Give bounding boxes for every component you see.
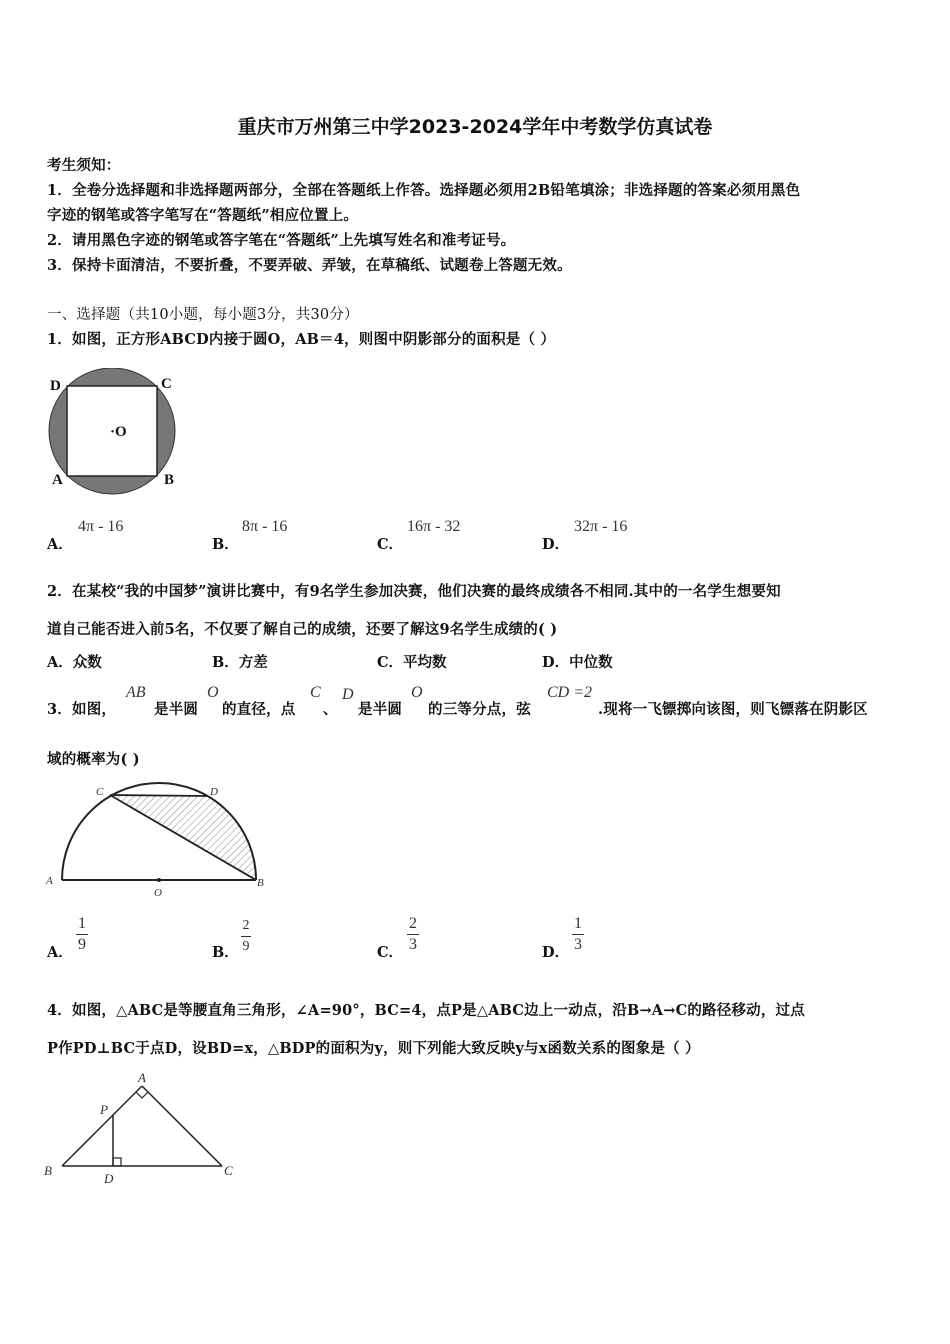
section-heading: 一、选择题（共10小题，每小题3分，共30分） <box>47 307 359 323</box>
q1-option-a-value: 4π - 16 <box>78 518 124 535</box>
q3-part-1: 3．如图， <box>47 701 117 718</box>
notice-line-2: 2．请用黑色字迹的钢笔或答字笔在“答题纸”上先填写姓名和准考证号。 <box>47 232 516 249</box>
q1-option-a-letter: A． <box>47 536 73 553</box>
q4-line-1: 4．如图，△ABC是等腰直角三角形，∠A=90°，BC=4，点P是△ABC边上一动点，沿B→A→C的路径移动，过点 <box>47 1002 805 1019</box>
q3-option-c-letter: C． <box>377 944 404 961</box>
q3-option-b-den: 9 <box>242 939 250 954</box>
q3-label-o: O <box>154 887 162 899</box>
q1-figure <box>44 368 184 498</box>
q3-option-a-fraction <box>76 915 88 954</box>
q3-part-4: 、 <box>323 701 338 718</box>
notice-line-1b: 字迹的钢笔或答字笔写在“答题纸”相应位置上。 <box>47 207 359 224</box>
q4-label-c: C <box>224 1163 233 1178</box>
q2-option-b-letter: B． <box>212 654 239 671</box>
q3-math-ab: AB <box>126 684 146 701</box>
q3-math-o1: O <box>207 684 219 701</box>
q2-line-1: 2．在某校“我的中国梦”演讲比赛中，有9名学生参加决赛，他们决赛的最终成绩各不相同.其中的一名学生想要知 <box>47 583 781 600</box>
q3-option-a-den: 9 <box>78 936 86 953</box>
q2-option-d <box>542 651 613 672</box>
q3-math-c: C <box>310 684 321 701</box>
q3-part-5: 是半圆 <box>358 701 403 718</box>
q3-math-o2: O <box>411 684 423 701</box>
notice-heading: 考生须知： <box>47 157 121 174</box>
q4-line-2: P作PD⊥BC于点D，设BD=x，△BDP的面积为y，则下列能大致反映y与x函数关系的图象是（ ） <box>47 1040 700 1057</box>
q2-option-a-value: 众数 <box>72 654 102 671</box>
q2-option-c-letter: C． <box>377 654 404 671</box>
q1-label-c: C <box>161 376 172 392</box>
q1-option-c-letter: C． <box>377 536 404 553</box>
notice-line-1: 1．全卷分选择题和非选择题两部分，全部在答题纸上作答。选择题必须用2B铅笔填涂；非选择题的答案必须用黑色 <box>47 182 801 199</box>
q3-figure <box>44 780 274 900</box>
q3-option-d-den: 3 <box>574 936 582 953</box>
q3-option-b-fraction <box>241 917 251 956</box>
q3-option-d-fraction <box>572 915 584 954</box>
q3-label-c: C <box>96 786 104 798</box>
q1-option-d-value: 32π - 16 <box>574 518 628 535</box>
q4-right-angle-d <box>113 1158 121 1166</box>
q4-label-a: A <box>138 1070 146 1085</box>
q3-label-b: B <box>257 877 264 889</box>
q1-option-b-letter: B． <box>212 536 239 553</box>
q3-center-dot <box>157 878 161 882</box>
q3-option-a-num: 1 <box>78 915 86 932</box>
q1-stem: 1．如图，正方形ABCD内接于圆O，AB＝4，则图中阴影部分的面积是（ ） <box>47 331 556 348</box>
q3-line-2: 域的概率为( ) <box>47 751 140 768</box>
q4-label-p: P <box>100 1102 108 1117</box>
q1-label-o: ·O <box>110 424 127 440</box>
q1-option-d-letter: D． <box>542 536 570 553</box>
q3-math-d: D <box>342 686 354 703</box>
q1-label-d: D <box>50 378 61 394</box>
q2-option-c-value: 平均数 <box>403 654 447 671</box>
q3-option-d-num: 1 <box>574 915 582 932</box>
q2-option-d-letter: D． <box>542 654 570 671</box>
q3-math-cd: CD =2 <box>547 684 593 701</box>
q4-label-d: D <box>104 1171 114 1186</box>
q3-part-2: 是半圆 <box>154 701 199 718</box>
q3-option-c-den: 3 <box>409 936 417 953</box>
q3-label-a: A <box>46 875 53 887</box>
q3-option-b-num: 2 <box>242 918 250 933</box>
q1-label-b: B <box>164 472 175 488</box>
q3-part-6: 的三等分点，弦 <box>428 701 531 718</box>
q2-option-d-value: 中位数 <box>569 654 613 671</box>
notice-line-3: 3．保持卡面清洁，不要折叠，不要弄破、弄皱，在草稿纸、试题卷上答题无效。 <box>47 257 572 274</box>
q4-label-b: B <box>44 1163 52 1178</box>
q3-label-d: D <box>210 786 218 798</box>
q2-option-a-letter: A． <box>47 654 73 671</box>
q4-figure <box>40 1068 250 1188</box>
q4-side-ac <box>142 1086 222 1166</box>
q3-option-a-letter: A． <box>47 944 73 961</box>
q3-option-c-num: 2 <box>409 915 417 932</box>
q3-option-b-letter: B． <box>212 944 239 961</box>
q4-side-ba <box>62 1086 142 1166</box>
q3-chord-cd <box>110 795 207 796</box>
q2-option-a <box>47 651 102 672</box>
q3-part-7: .现将一飞镖掷向该图，则飞镖落在阴影区 <box>598 701 868 718</box>
q1-label-a: A <box>52 472 63 488</box>
q3-option-d-letter: D． <box>542 944 570 961</box>
page-title: 重庆市万州第三中学2023-2024学年中考数学仿真试卷 <box>237 116 713 138</box>
q1-option-b-value: 8π - 16 <box>242 518 288 535</box>
q3-part-3: 的直径，点 <box>222 701 296 718</box>
q2-line-2: 道自己能否进入前5名，不仅要了解自己的成绩，还要了解这9名学生成绩的( ) <box>47 621 558 638</box>
q2-option-c <box>377 651 447 672</box>
q2-option-b <box>212 651 268 672</box>
q4-right-angle-a <box>136 1092 148 1098</box>
q1-option-c-value: 16π - 32 <box>407 518 461 535</box>
q3-option-c-fraction <box>407 915 419 954</box>
q2-option-b-value: 方差 <box>238 654 268 671</box>
